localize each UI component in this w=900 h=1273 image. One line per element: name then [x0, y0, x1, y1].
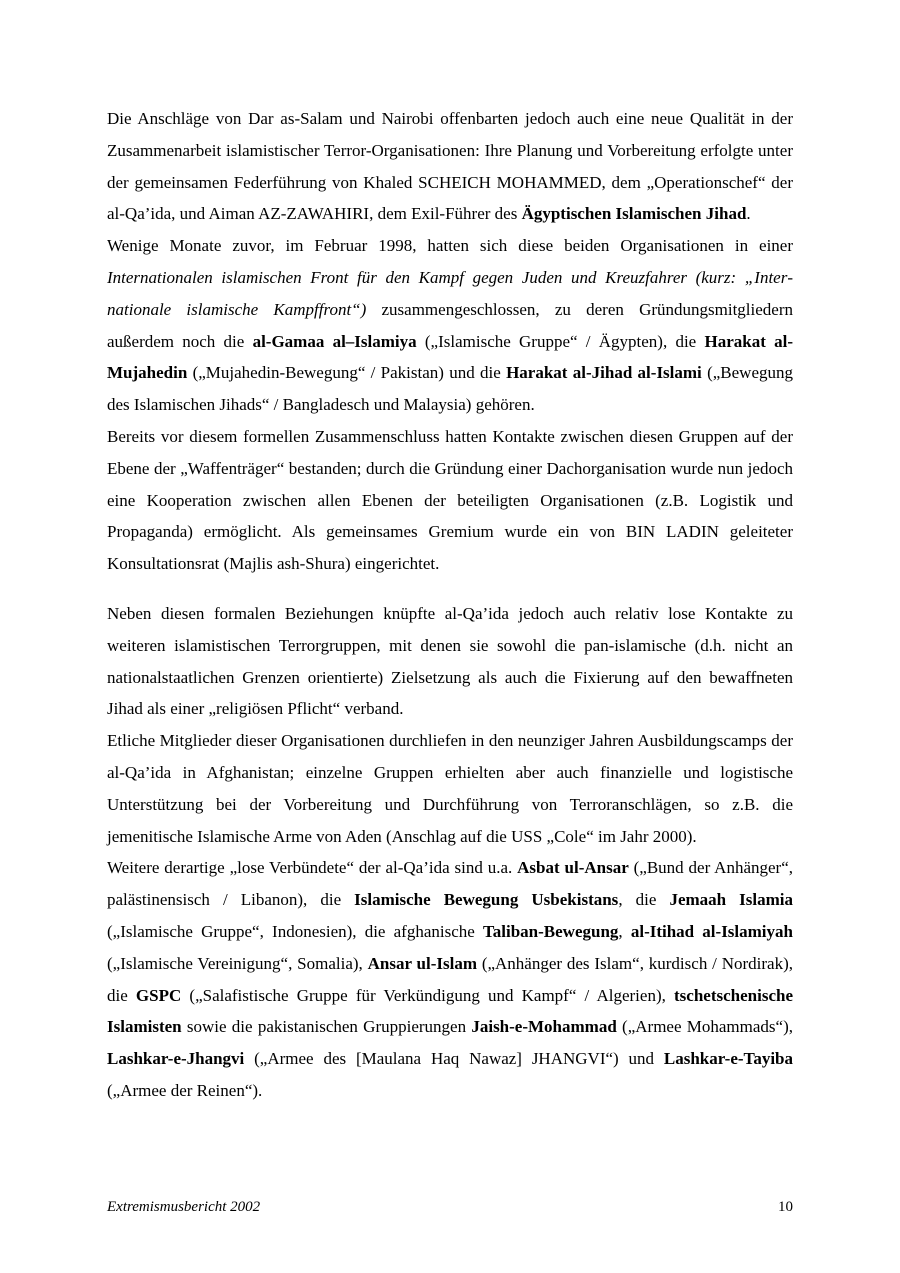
- text-run: („Anhänger des Islam“, kurdisch / Nordirak), die: [107, 953, 793, 1005]
- text-run: Weitere derartige „lose Verbündete“ der al-Qa’ida sind u.a.: [107, 858, 518, 878]
- text-run: („Islamische Gruppe“, Indonesien), die afghanische: [107, 921, 483, 941]
- footer-title: Extremismusbericht 2002: [107, 1199, 261, 1215]
- paragraph-spacer: [107, 580, 793, 598]
- text-run: sowie die pakistanischen Gruppierungen: [181, 1017, 472, 1037]
- bold-term: Lashkar-e-Tayiba: [663, 1049, 793, 1069]
- text-run: .: [746, 204, 751, 224]
- text-run: („Armee der Reinen“).: [107, 1080, 263, 1100]
- text-run: zusammengeschlossen, zu deren Gründungsmitgliedern außerdem noch die: [107, 299, 794, 351]
- text-run: Die Anschläge von Dar as-Salam und Nairobi offenbarten jedoch auch eine neue Qualität in der Zusammenarbeit islamistischer Terror-Organisationen: Ihre Planung und Vorbereitung erfolgte unter der gemeinsamen Federführung von Khaled SCHEICH MOHAMMED, dem „Operationschef“ der al-Qa’ida, und Aiman AZ-ZAWAHIRI, dem Exil-Führer des: [107, 109, 793, 224]
- bold-term: tschetschenische Islamisten: [107, 985, 793, 1037]
- text-run: Wenige Monate zuvor, im Februar 1998, hatten sich diese beiden Organisationen in einer: [107, 236, 793, 256]
- text-run: („Islamische Gruppe“ / Ägypten), die: [416, 331, 705, 351]
- bold-term: Jemaah Islamia: [669, 890, 793, 910]
- paragraph-training-camps: Etliche Mitglieder dieser Organisationen durchliefen in den neunziger Jahren Ausbildungscamps der al-Qa’ida in Afghanistan; einzelne Gruppen erhielten aber auch finanzielle und logistische Unterstützung bei der Vorbereitung und Durchführung von Terroranschlägen, so z.B. die jemenitische Islamische Arme von Aden (Anschlag auf die USS „Cole“ im Jahr 2000).: [107, 731, 793, 846]
- text-run: , die: [618, 890, 670, 910]
- document-body: [107, 103, 793, 1107]
- bold-term: Ansar ul-Islam: [367, 953, 477, 973]
- bold-term: Harakat al-Jihad al-Islami: [506, 363, 702, 383]
- paragraph-attacks-cooperation: [107, 103, 793, 230]
- paragraph-loose-contacts: Neben diesen formalen Beziehungen knüpfte al-Qa’ida jedoch auch relativ lose Kontakte zu weiteren islamistischen Terrorgruppen, mit denen sie sowohl die pan-islamische (d.h. nicht an nationalstaatlichen Grenzen orientierte) Zielsetzung als auch die Fixierung auf den bewaffneten Jihad als einer „religiösen Pflicht“ verband.: [107, 603, 793, 719]
- bold-term: Islamische Bewegung Usbekistans: [354, 890, 619, 910]
- text-run: („Armee des [Maulana Haq Nawaz] JHANGVI“) und: [244, 1049, 664, 1069]
- paragraph-loose-allies: [107, 852, 793, 1106]
- bold-term: Jaish-e-Mohammad: [471, 1017, 617, 1037]
- paragraph-international-front: [107, 230, 793, 421]
- text-run: („Armee Mohammads“),: [616, 1017, 793, 1037]
- bold-term: al-Gamaa al–Islamiya: [252, 331, 417, 351]
- text-run: („Bund der Anhänger“, palästinensisch / Libanon), die: [107, 858, 793, 910]
- bold-term: Lashkar-e-Jhangvi: [107, 1049, 245, 1069]
- page-number: 10: [778, 1199, 793, 1215]
- bold-term: GSPC: [135, 985, 182, 1005]
- text-run: ,: [618, 921, 631, 941]
- bold-term: Taliban-Bewegung: [483, 921, 619, 941]
- bold-term: al-Itihad al-Islamiyah: [630, 921, 793, 941]
- text-run: („Islamische Vereinigung“, Somalia),: [107, 953, 368, 973]
- text-run: („Salafistische Gruppe für Verkündigung und Kampf“ / Algerien),: [181, 985, 675, 1005]
- bold-term: Harakat al-Mujahedin: [107, 331, 793, 383]
- italic-term: Internationalen islamischen Front für den Kampf gegen Juden und Kreuzfahrer (kurz: „Internationale islamische Kampffront“): [107, 267, 793, 319]
- bold-term: Ägyptischen Islamischen Jihad: [521, 204, 747, 224]
- text-run: („Bewegung des Islamischen Jihads“ / Bangladesch und Malaysia) gehören.: [107, 363, 793, 415]
- text-run: („Mujahedin-Bewegung“ / Pakistan) und die: [187, 363, 507, 383]
- paragraph-prior-contacts: Bereits vor diesem formellen Zusammenschluss hatten Kontakte zwischen diesen Gruppen auf der Ebene der „Waffenträger“ bestanden; durch die Gründung einer Dachorganisation wurde nun jedoch eine Kooperation zwischen allen Ebenen der beteiligten Organisationen (z.B. Logistik und Propaganda) ermöglicht. Als gemeinsames Gremium wurde ein von BIN LADIN geleiteter Konsultationsrat (Majlis ash-Shura) eingerichtet.: [107, 426, 793, 574]
- bold-term: Asbat ul-Ansar: [517, 858, 629, 878]
